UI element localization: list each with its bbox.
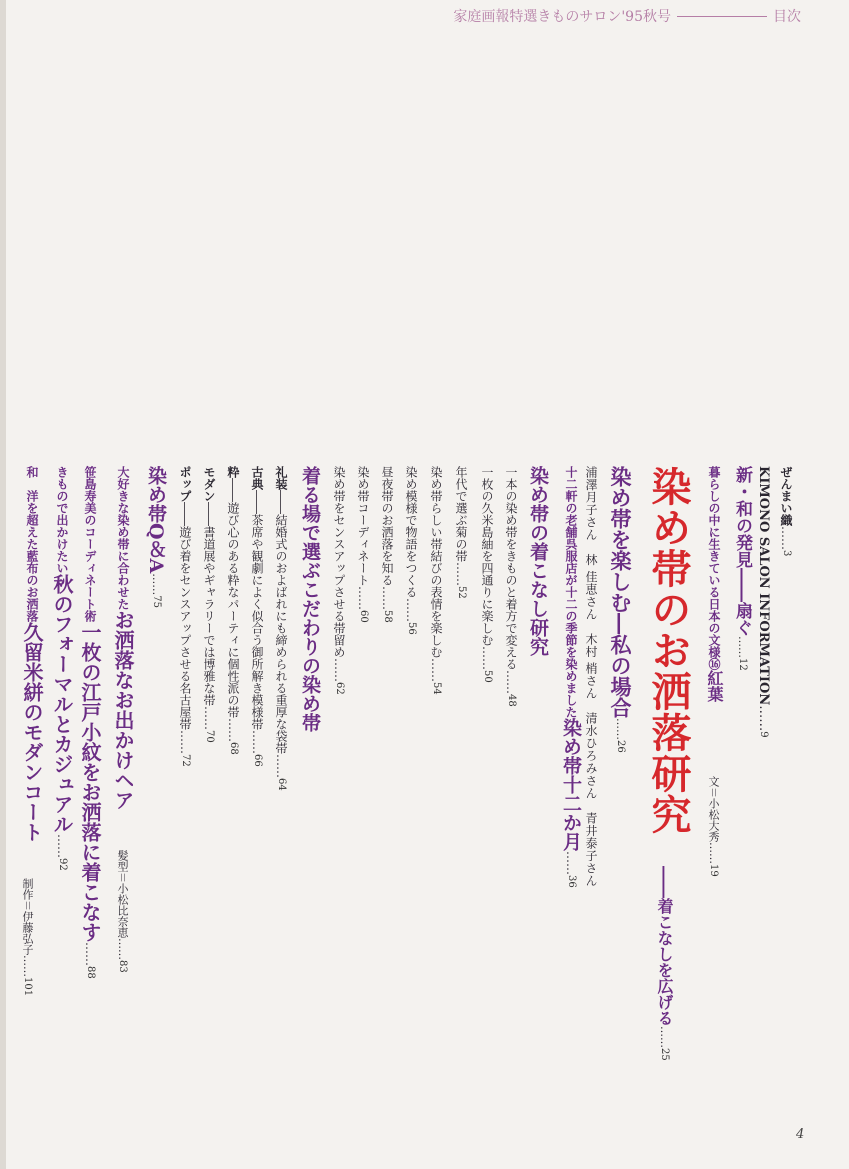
page-number: 25 [659, 1048, 670, 1061]
page-number: 70 [204, 730, 215, 743]
entry-title: 結婚式のおよばれにも締められる重厚な袋帯 [274, 514, 288, 754]
entry-50[interactable]: 一枚の久米島紬を四通りに楽しむ……50 [480, 466, 494, 683]
entry-title: 染め帯十二か月 [560, 718, 582, 851]
page-number: 62 [334, 682, 345, 695]
entry-subtitle: 私の場合 [608, 634, 633, 718]
entry-kurashi[interactable] [706, 466, 722, 702]
series-number: ⑯ [707, 658, 721, 670]
entry-subtitle: 着こなしを広げる [655, 898, 674, 1026]
page-number: 3 [781, 550, 792, 557]
entry-54[interactable]: 染め帯らしい帯結びの表情を楽しむ……54 [429, 466, 443, 695]
contents-label: 目次 [773, 9, 801, 25]
page-number: 101 [22, 977, 33, 997]
page-number: 64 [276, 778, 287, 791]
entry-title: 一枚の久米島紬を四通りに楽しむ [480, 466, 494, 646]
entry-kurashi-credit: 文＝小松大秀……19 [707, 776, 720, 877]
credit: 文＝小松大秀 [707, 776, 720, 842]
entry-title: 久留米絣のモダンコート [20, 622, 44, 842]
entry-label: 礼装 [274, 466, 288, 490]
section-kikonashi[interactable]: 染め帯の着こなし研究 [527, 466, 549, 656]
entry-title: ぜんまい織 [779, 466, 793, 526]
entry-64[interactable]: 礼装――結婚式のおよばれにも締められる重厚な袋帯……64 [274, 466, 288, 791]
page-number: 50 [482, 670, 493, 683]
entry-tanoshimu[interactable]: 染め帯を楽しむ―私の場合……26 [608, 466, 633, 753]
entry-title: 一本の染め帯をきものと着方で変える [504, 466, 518, 670]
page-number: 52 [456, 586, 467, 599]
page-number: 66 [252, 754, 263, 767]
entry-label: ポップ [178, 466, 192, 502]
page-number: 36 [566, 875, 577, 888]
entry-prefix: 暮らしの中に生きている日本の文様 [707, 466, 721, 658]
entry-68[interactable]: 粋――遊び心のある粋なパーティに個性派の帯……68 [226, 466, 240, 755]
page-number: 88 [85, 966, 96, 979]
entry-aki[interactable]: きもので出かけたい秋のフォーマルとカジュアル……92 [50, 466, 74, 871]
page-number: 48 [506, 694, 517, 707]
page-number: 92 [57, 858, 68, 871]
credit: 髪型＝小松比奈恵 [116, 850, 129, 938]
feature-subtitle[interactable]: ――着こなしを広げる……25 [655, 866, 674, 1061]
entry-70[interactable]: モダン――書道展やギャラリーでは博雅な帯……70 [202, 466, 216, 743]
entry-kimono-info[interactable]: KIMONO SALON INFORMATION……9 [756, 466, 771, 738]
page-folio: 4 [796, 1127, 805, 1142]
entry-62[interactable]: 染め帯をセンスアップさせる帯留め……62 [332, 466, 346, 695]
entry-prefix: きもので出かけたい [55, 466, 69, 574]
entry-48[interactable]: 一本の染め帯をきものと着方で変える……48 [504, 466, 518, 707]
header [453, 6, 801, 26]
page-number: 56 [406, 622, 417, 635]
page-number: 9 [758, 731, 769, 738]
entry-title: 染め帯コーディネート [356, 466, 370, 586]
entry-72[interactable]: ポップ――遊び着をセンスアップさせる名古屋帯……72 [178, 466, 192, 767]
entry-title: 染め帯らしい帯結びの表情を楽しむ [429, 466, 443, 658]
entry-shinise[interactable]: 十二軒の老舗呉服店が十二の季節を染めました染め帯十二か月……36 [560, 466, 582, 888]
page-number: 68 [228, 742, 239, 755]
entry-zenmai[interactable]: ぜんまい織……3 [779, 466, 793, 557]
entry-prefix: 笹島寿美のコーディネート術 [83, 466, 97, 622]
page-number: 75 [151, 595, 162, 609]
entry-title: お洒落なお出かけヘア [111, 610, 135, 810]
entry-58[interactable]: 昼夜帯のお洒落を知る……58 [380, 466, 394, 623]
entry-subtitle: 扇ぐ [732, 602, 752, 636]
entry-title: 秋のフォーマルとカジュアル [50, 574, 74, 834]
entry-66[interactable]: 古典――茶席や観劇によく似合う御所解き模様帯……66 [250, 466, 264, 767]
entry-prefix: 十二軒の老舗呉服店が十二の季節を染めました [564, 466, 578, 718]
entry-title: 紅葉 [705, 670, 724, 702]
entry-title: 染め模様で物語をつくる [404, 466, 418, 598]
entry-hair-credit: 髪型＝小松比奈恵……83 [116, 850, 129, 973]
persons-list: 浦澤月子さん 林 佳恵さん 木村 梢さん 清水ひろみさん 青井泰子さん [584, 466, 598, 888]
entry-title: 染め帯を楽しむ [608, 466, 633, 613]
magazine-title: 家庭画報特選きものサロン'95秋号 [453, 9, 671, 25]
page-number: 54 [431, 682, 442, 695]
entry-label: 古典 [250, 466, 264, 490]
entry-shin-wa[interactable]: 新・和の発見――扇ぐ……12 [732, 466, 752, 671]
page-number: 83 [117, 960, 128, 973]
entry-kurume[interactable] [22, 466, 42, 842]
entry-title: 年代で選ぶ菊の帯 [454, 466, 468, 562]
entry-label: 粋 [226, 466, 240, 478]
feature-title[interactable]: 染め帯のお洒落研究 [645, 466, 692, 835]
entry-title: 染め帯Q＆A [145, 466, 167, 574]
section-kiruba[interactable]: 着る場で選ぶこだわりの染め帯 [299, 466, 321, 732]
page-number: 60 [358, 610, 369, 623]
entry-title: 新・和の発見 [732, 466, 752, 568]
page-number: 12 [737, 658, 748, 671]
entry-title: 昼夜帯のお洒落を知る [380, 466, 394, 586]
entry-title: 遊び心のある粋なパーティに個性派の帯 [226, 502, 240, 718]
credit: 制作＝伊藤弘子 [21, 878, 34, 955]
entry-kurume-credit: 制作＝伊藤弘子……101 [21, 878, 34, 997]
entry-qa[interactable]: 染め帯Q＆A……75 [145, 466, 167, 609]
page-number: 72 [180, 754, 191, 767]
entry-52[interactable]: 年代で選ぶ菊の帯……52 [454, 466, 468, 599]
entry-edo[interactable]: 笹島寿美のコーディネート術一枚の江戸小紋をお洒落に着こなす……88 [78, 466, 102, 979]
entry-hair[interactable] [113, 466, 133, 810]
page-edge [0, 0, 6, 1169]
entry-label: モダン [202, 466, 216, 502]
entry-60[interactable]: 染め帯コーディネート……60 [356, 466, 370, 623]
entry-title: 書道展やギャラリーでは博雅な帯 [202, 526, 216, 706]
entry-56[interactable]: 染め模様で物語をつくる……56 [404, 466, 418, 635]
page-number: 26 [615, 740, 626, 753]
entry-prefix: 大好きな染め帯に合わせた [116, 466, 130, 610]
entry-title: 一枚の江戸小紋をお洒落に着こなす [78, 622, 102, 942]
page-number: 58 [382, 610, 393, 623]
entry-title: 染め帯をセンスアップさせる帯留め [332, 466, 346, 658]
entry-title: KIMONO SALON INFORMATION [756, 466, 771, 706]
page-number: 19 [708, 864, 719, 877]
entry-title: 茶席や観劇によく似合う御所解き模様帯 [250, 514, 264, 730]
entry-prefix: 和 洋を超えた藍布のお洒落 [25, 466, 39, 622]
entry-title: 遊び着をセンスアップさせる名古屋帯 [178, 526, 192, 730]
header-rule [677, 16, 767, 17]
